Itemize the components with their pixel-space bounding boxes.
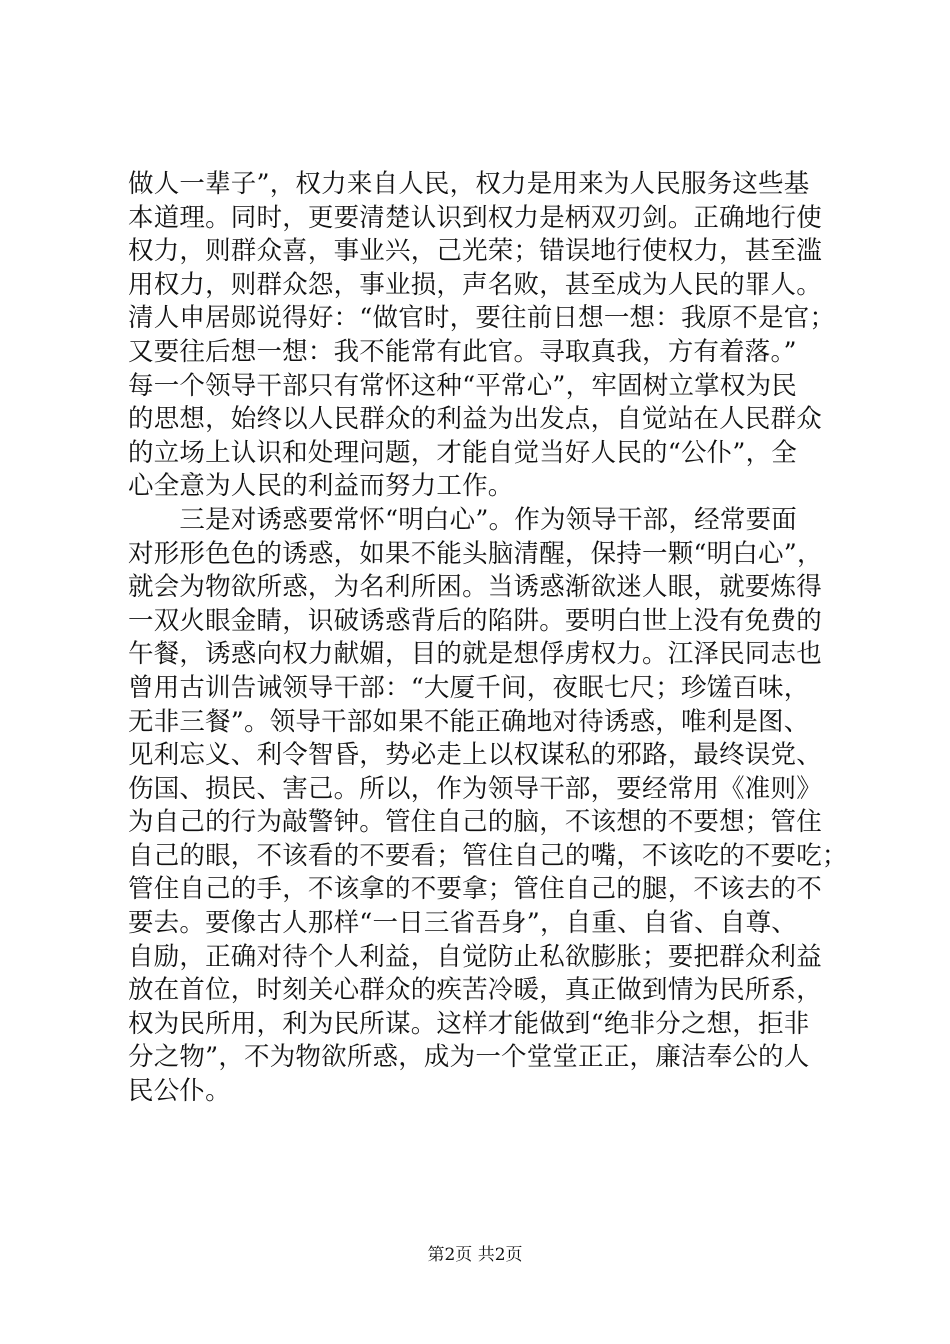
text-line: 分之物”，不为物欲所惑，成为一个堂堂正正，廉洁奉公的人	[128, 1042, 810, 1073]
text-line: 伤国、损民、害己。所以，作为领导干部，要经常用《准则》	[128, 773, 822, 804]
text-line: 又要往后想一想：我不能常有此官。寻取真我，方有着落。”	[128, 336, 797, 367]
text-line: 自励，正确对待个人利益，自觉防止私欲膨胀；要把群众利益	[128, 941, 822, 972]
text-line: 心全意为人民的利益而努力工作。	[128, 471, 514, 502]
text-line: 权为民所用，利为民所谋。这样才能做到“绝非分之想，拒非	[128, 1008, 810, 1039]
text-line: 的立场上认识和处理问题，才能自觉当好人民的“公仆”，全	[128, 437, 797, 468]
text-line: 要去。要像古人那样“一日三省吾身”，自重、自省、自尊、	[128, 908, 797, 939]
text-line: 无非三餐”。领导干部如果不能正确地对待诱惑，唯利是图、	[128, 706, 810, 737]
text-line: 的思想，始终以人民群众的利益为出发点，自觉站在人民群众	[128, 404, 822, 435]
text-line: 清人申居郧说得好：“做官时，要往前日想一想：我原不是官；	[128, 303, 836, 334]
text-line: 一双火眼金睛，识破诱惑背后的陷阱。要明白世上没有免费的	[128, 605, 822, 636]
text-line: 曾用古训告诫领导干部：“大厦千间，夜眠七尺；珍馐百味，	[128, 672, 810, 703]
body-text	[128, 168, 848, 1109]
text-line: 每一个领导干部只有常怀这种“平常心”，牢固树立掌权为民	[128, 370, 797, 401]
text-line: 做人一辈子”，权力来自人民，权力是用来为人民服务这些基	[128, 169, 810, 199]
text-line: 午餐，诱惑向权力献媚，目的就是想俘虏权力。江泽民同志也	[128, 639, 822, 670]
text-line: 为自己的行为敲警钟。管住自己的脑，不该想的不要想；管住	[128, 807, 822, 838]
text-line: 民公仆。	[128, 1076, 231, 1107]
text-line: 见利忘义、利令智昏，势必走上以权谋私的邪路，最终误党、	[128, 740, 822, 771]
text-line: 权力，则群众喜，事业兴，己光荣；错误地行使权力，甚至滥	[128, 236, 822, 267]
text-line: 自己的眼，不该看的不要看；管住自己的嘴，不该吃的不要吃；	[128, 840, 848, 871]
text-line: 本道理。同时，更要清楚认识到权力是柄双刃剑。正确地行使	[128, 202, 822, 233]
text-line: 用权力，则群众怨，事业损，声名败，甚至成为人民的罪人。	[128, 269, 822, 300]
page-number-footer: 第2页 共2页	[427, 1245, 523, 1265]
text-line: 管住自己的手，不该拿的不要拿；管住自己的腿，不该去的不	[128, 874, 822, 905]
text-line: 对形形色色的诱惑，如果不能头脑清醒，保持一颗“明白心”，	[128, 538, 823, 569]
text-line: 就会为物欲所惑，为名利所困。当诱惑渐欲迷人眼，就要炼得	[128, 572, 822, 603]
text-line: 三是对诱惑要常怀“明白心”。作为领导干部，经常要面	[128, 504, 797, 535]
text-line: 放在首位，时刻关心群众的疾苦冷暖，真正做到情为民所系，	[128, 975, 822, 1006]
